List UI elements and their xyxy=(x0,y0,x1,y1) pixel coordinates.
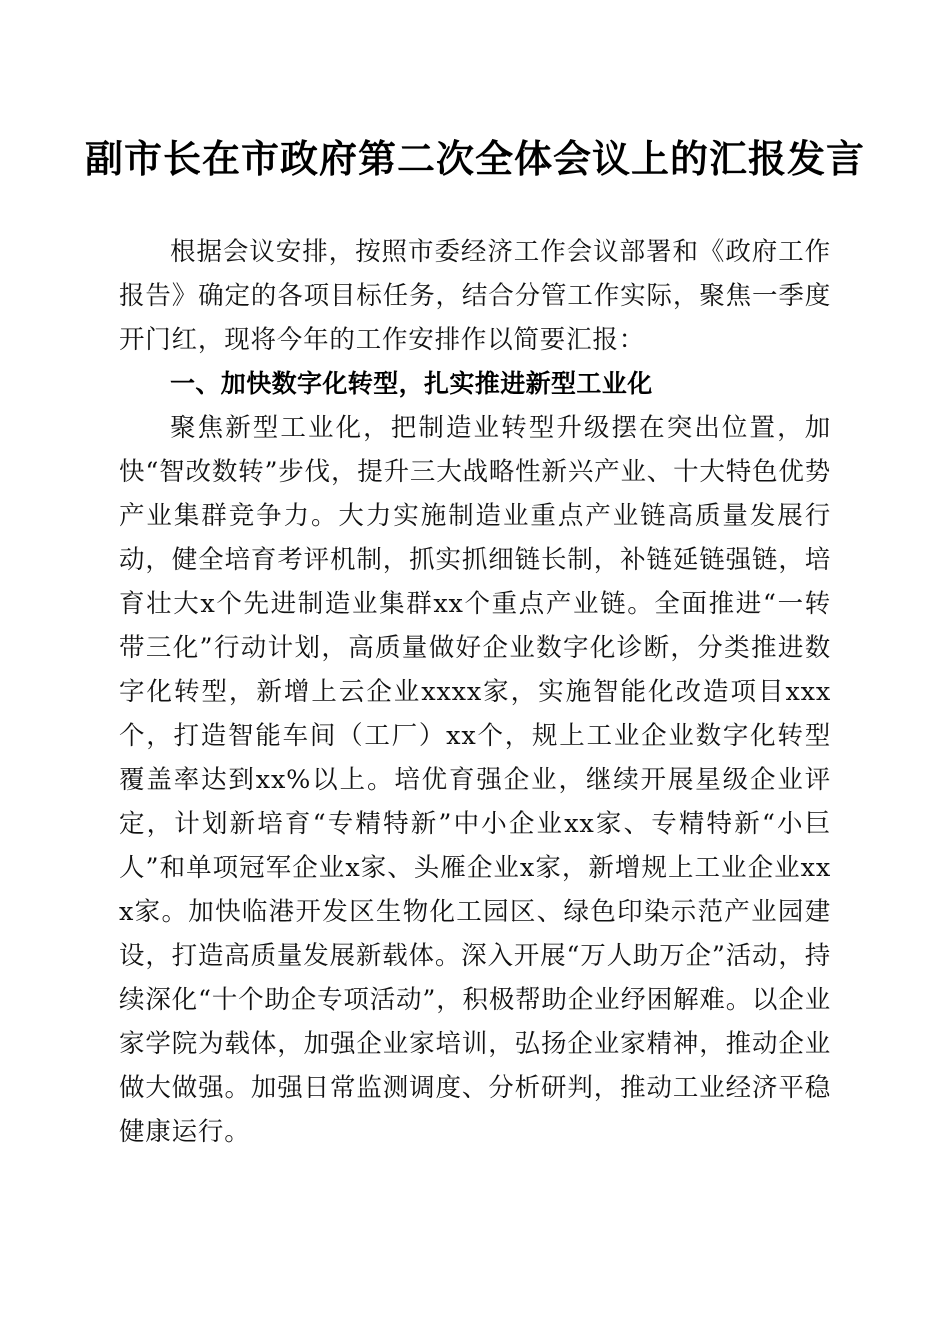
intro-paragraph: 根据会议安排，按照市委经济工作会议部署和《政府工作报告》确定的各项目标任务，结合分管工作实际，聚焦一季度开门红，现将今年的工作安排作以简要汇报： xyxy=(119,237,831,355)
section-heading: 一、加快数字化转型，扎实推进新型工业化 xyxy=(170,369,653,398)
document-body xyxy=(119,230,831,1154)
document-title: 副市长在市政府第二次全体会议上的汇报发言 xyxy=(84,136,865,181)
section-paragraph: 聚焦新型工业化，把制造业转型升级摆在突出位置，加快“智改数转”步伐，提升三大战略性新兴产业、十大特色优势产业集群竞争力。大力实施制造业重点产业链高质量发展行动，健全培育考评机制，抓实抓细链长制，补链延链强链，培育壮大x个先进制造业集群xx个重点产业链。全面推进“一转带三化”行动计划，高质量做好企业数字化诊断，分类推进数字化转型，新增上云企业xxxx家，实施智能化改造项目xxx个，打造智能车间（工厂）xx个，规上工业企业数字化转型覆盖率达到xx%以上。培优育强企业，继续开展星级企业评定，计划新培育“专精特新”中小企业xx家、专精特新“小巨人”和单项冠军企业x家、头雁企业x家，新增规上工业企业xxx家。加快临港开发区生物化工园区、绿色印染示范产业园建设，打造高质量发展新载体。深入开展“万人助万企”活动，持续深化“十个助企专项活动”，积极帮助企业纾困解难。以企业家学院为载体，加强企业家培训，弘扬企业家精神，推动企业做大做强。加强日常监测调度、分析研判，推动工业经济平稳健康运行。 xyxy=(119,413,831,1147)
